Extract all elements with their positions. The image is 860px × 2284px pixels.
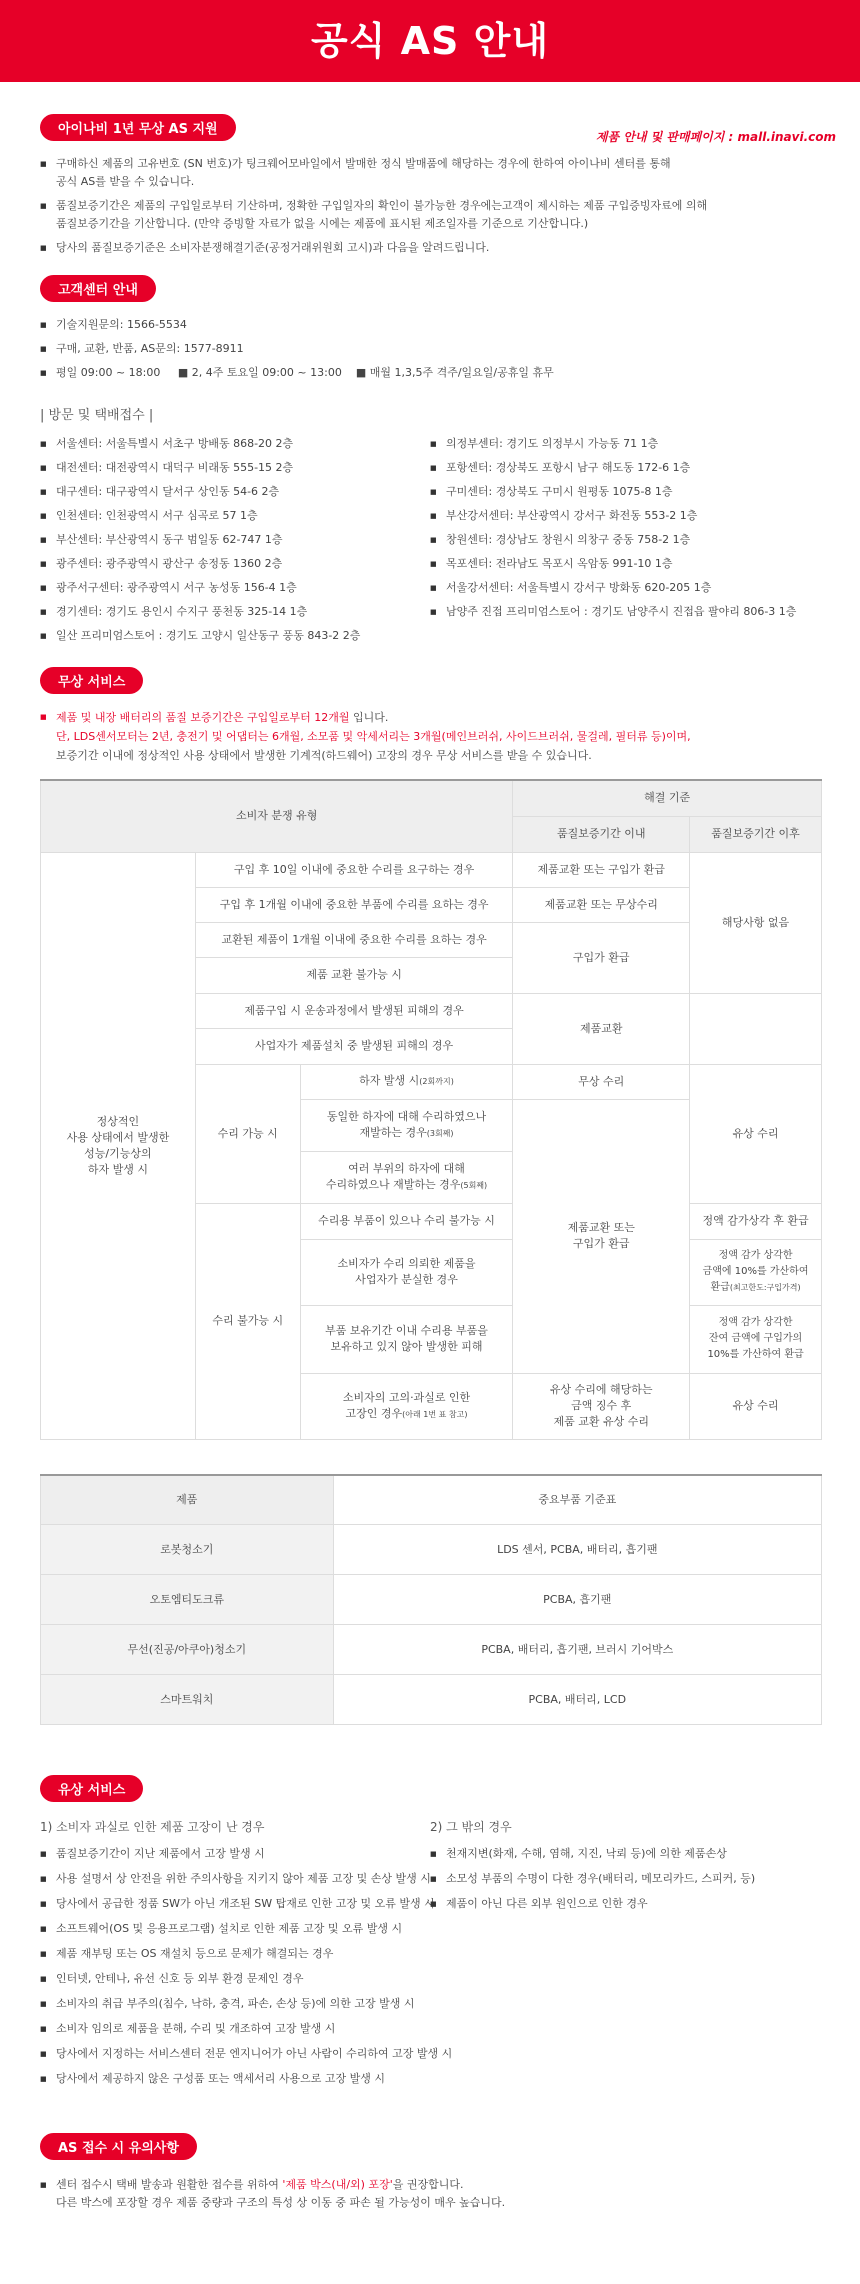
table-cell: 제품교환 또는 무상수리 [513,887,690,922]
as-notice-text: ■ 센터 접수시 택배 발송과 원활한 접수를 위하여 '제품 박스(내/외) 포장'을 권장합니다. 다른 박스에 포장할 경우 제품 중량과 구조의 특성 상 이동 중 파손 될 가능성이 매우 높습니다. [40,2176,820,2212]
table-cell: 제품교환 [513,993,690,1064]
table-cell: 제품구입 시 운송과정에서 발생된 피해의 경우 [195,993,513,1028]
list-item: ■ 소프트웨어(OS 및 응용프로그램) 설치로 인한 제품 고장 및 오류 발생 시 [40,1920,430,1938]
table-cell: 로봇청소기 [41,1525,334,1575]
list-item: ■ 품질보증기간이 지난 제품에서 고장 발생 시 [40,1845,430,1863]
list-item: ■ 경기센터: 경기도 용인시 수지구 풍천동 325-14 1층 [40,603,430,621]
list-item: ■ 광주서구센터: 광주광역시 서구 농성동 156-4 1층 [40,579,430,597]
table-cell: 제품 교환 불가능 시 [195,957,513,993]
customer-center-section [40,275,820,651]
list-item: ■ 서울센터: 서울특별시 서초구 방배동 868-20 2층 [40,435,430,453]
list-item: ■ 제품이 아닌 다른 외부 원인으로 인한 경우 [430,1895,820,1913]
table-cell: 제품교환 또는 구입가 환급 [513,852,690,887]
list-item: ■ 남양주 진접 프리미엄스토어 : 경기도 남양주시 진접읍 팔야리 806-3 1층 [430,603,820,621]
list-item: ■ 당사에서 제공하지 않은 구성품 또는 액세서리 사용으로 고장 발생 시 [40,2070,430,2088]
list-item: ■ 목포센터: 전라남도 목포시 옥암동 991-10 1층 [430,555,820,573]
table-cell: PCBA, 배터리, 흡기팬, 브러시 기어박스 [333,1625,821,1675]
warranty-pill: 아이나비 1년 무상 AS 지원 [40,114,236,141]
list-item: ■ 부산강서센터: 부산광역시 강서구 화전동 553-2 1층 [430,507,820,525]
list-item: ■ 대구센터: 대구광역시 달서구 상인동 54-6 2층 [40,483,430,501]
list-item: ■ 제품 재부팅 또는 OS 재설치 등으로 문제가 해결되는 경우 [40,1945,430,1963]
page-header [0,0,860,82]
th-product: 제품 [41,1475,334,1525]
table-cell: 수리 불가능 시 [195,1203,300,1439]
visit-right-list [430,435,820,651]
table-cell: PCBA, 흡기팬 [333,1575,821,1625]
content [0,114,860,2248]
list-item: ■ 인천센터: 인천광역시 서구 심곡로 57 1층 [40,507,430,525]
free-service-notice: ■ 제품 및 내장 배터리의 품질 보증기간은 구입일로부터 12개월 입니다. 단, LDS센서모터는 2년, 충전기 및 어댑터는 6개월, 소모품 및 악세서리는 3개월(메인브러쉬, 사이드브러쉬, 물걸레, 필터류 등)이며, 보증기간 이내에 정상적인 사용 상태에서 발생한 기계적(하드웨어) 고장의 경우 무상 서비스를 받을 수 있습니다. [40,708,820,765]
visit-left-list [40,435,430,651]
customer-center-pill: 고객센터 안내 [40,275,156,302]
table-cell: 구입 후 10일 이내에 중요한 수리를 요구하는 경우 [195,852,513,887]
list-item: ■ 천재지변(화재, 수해, 염해, 지진, 낙뢰 등)에 의한 제품손상 [430,1845,820,1863]
main-label: 정상적인 사용 상태에서 발생한 성능/기능상의 하자 발생 시 [41,852,196,1439]
table-cell: 수리용 부품이 있으나 수리 불가능 시 [300,1203,513,1239]
list-item: ■ 소모성 부품의 수명이 다한 경우(배터리, 메모리카드, 스피커, 등) [430,1870,820,1888]
table-cell: 소비자가 수리 의뢰한 제품을 사업자가 분실한 경우 [300,1239,513,1305]
paid-service-section [40,1775,820,2095]
table-cell: 제품교환 또는 구입가 환급 [513,1099,690,1373]
parts-table [40,1474,822,1726]
table-cell: 부품 보유기간 이내 수리용 부품을 보유하고 있지 않아 발생한 피해 [300,1305,513,1373]
table-cell [690,993,822,1064]
list-item: ■ 사용 설명서 상 안전을 위한 주의사항을 지키지 않아 제품 고장 및 손상 발생 시 [40,1870,430,1888]
table-cell: PCBA, 배터리, LCD [333,1675,821,1725]
list-item: ■ 당사에서 공급한 정품 SW가 아닌 개조된 SW 탑재로 인한 고장 및 오류 발생 시 [40,1895,430,1913]
table-cell: LDS 센서, PCBA, 배터리, 흡기팬 [333,1525,821,1575]
warranty-list [40,155,820,257]
table-cell: 무선(진공/아쿠아)청소기 [41,1625,334,1675]
free-service-section [40,667,820,1725]
table-cell: 오토엠티도크류 [41,1575,334,1625]
mall-link[interactable]: 제품 안내 및 판매페이지 : mall.inavi.com [595,130,836,144]
visit-title: | 방문 및 택배접수 | [40,408,154,423]
customer-center-list [40,316,820,382]
th-after: 품질보증기간 이후 [690,816,822,852]
table-cell: 교환된 제품이 1개월 이내에 중요한 수리를 요하는 경우 [195,922,513,957]
table-cell: 유상 수리 [690,1373,822,1439]
paid-left [40,1818,453,2095]
table-cell: 스마트워치 [41,1675,334,1725]
paid-right [430,1818,820,2095]
as-notice-pill: AS 접수 시 유의사항 [40,2133,197,2160]
table-cell: 동일한 하자에 대해 수리하였으나 재발하는 경우(3회째) [300,1099,513,1151]
table-cell: 정액 감가 상각한 금액에 10%를 가산하여 환급(최고한도:구입가격) [690,1239,822,1305]
dispute-table [40,779,822,1440]
table-cell: 수리 가능 시 [195,1064,300,1203]
list-item: ■ 구미센터: 경상북도 구미시 원평동 1075-8 1층 [430,483,820,501]
table-cell: 사업자가 제품설치 중 발생된 피해의 경우 [195,1028,513,1064]
as-notice-section [40,2133,820,2248]
table-cell: 해당사항 없음 [690,852,822,993]
table-cell: 하자 발생 시(2회까지) [300,1064,513,1099]
table-cell: 여러 부위의 하자에 대해 수리하였으나 재발하는 경우(5회째) [300,1151,513,1203]
table-cell: 정액 감가 상각한 잔여 금액에 구입가의 10%를 가산하여 환급 [690,1305,822,1373]
th-type: 소비자 분쟁 유형 [41,780,513,852]
th-solution: 해결 기준 [513,780,822,816]
th-parts: 중요부품 기준표 [333,1475,821,1525]
list-item: ■ 당사에서 지정하는 서비스센터 전문 엔지니어가 아닌 사람이 수리하여 고장 발생 시 [40,2045,430,2063]
list-item: ■ 구매하신 제품의 고유번호 (SN 번호)가 팅크웨어모바일에서 발매한 정식 발매품에 해당하는 경우에 한하여 아이나비 센터를 통해 공식 AS를 받을 수 있습니다. [40,155,820,191]
table-cell: 정액 감가상각 후 환급 [690,1203,822,1239]
list-item: ■ 품질보증기간은 제품의 구입일로부터 기산하며, 정확한 구입일자의 확인이 불가능한 경우에는고객이 제시하는 제품 구입증빙자료에 의해 품질보증기간을 기산합니다. (만약 증빙할 자료가 없을 시에는 제품에 표시된 제조일자를 기준으로 기산합니다.) [40,197,820,233]
free-service-pill: 무상 서비스 [40,667,143,694]
table-cell: 소비자의 고의·과실로 인한 고장인 경우(아래 1번 표 참고) [300,1373,513,1439]
list-item: ■ 소비자의 취급 부주의(침수, 낙하, 충격, 파손, 손상 등)에 의한 고장 발생 시 [40,1995,430,2013]
purchase-contact: ■ 구매, 교환, 반품, AS문의: 1577-8911 [40,340,820,358]
table-cell: 무상 수리 [513,1064,690,1099]
list-item: ■ 서울강서센터: 서울특별시 강서구 방화동 620-205 1층 [430,579,820,597]
list-item: ■ 창원센터: 경상남도 창원시 의창구 중동 758-2 1층 [430,531,820,549]
table-cell: 구입 후 1개월 이내에 중요한 부품에 수리를 요하는 경우 [195,887,513,922]
list-item: ■ 소비자 임의로 제품을 분해, 수리 및 개조하여 고장 발생 시 [40,2020,430,2038]
table-cell: 유상 수리 [690,1064,822,1203]
page-title: 공식 AS 안내 [310,19,550,63]
hours: ■ 평일 09:00 ~ 18:00 ■ 2, 4주 토요일 09:00 ~ 13:00 ■ 매월 1,3,5주 격주/일요일/공휴일 휴무 [40,364,820,382]
paid-right-title: 2) 그 밖의 경우 [430,1820,512,1834]
list-item: ■ 의정부센터: 경기도 의정부시 가능동 71 1층 [430,435,820,453]
list-item: ■ 포항센터: 경상북도 포항시 남구 해도동 172-6 1층 [430,459,820,477]
list-item: ■ 광주센터: 광주광역시 광산구 송정동 1360 2층 [40,555,430,573]
list-item: ■ 일산 프리미엄스토어 : 경기도 고양시 일산동구 풍동 843-2 2층 [40,627,430,645]
table-cell: 유상 수리에 해당하는 금액 징수 후 제품 교환 유상 수리 [513,1373,690,1439]
table-cell: 구입가 환급 [513,922,690,993]
paid-service-pill: 유상 서비스 [40,1775,143,1802]
visit-centers [40,435,820,651]
list-item: ■ 대전센터: 대전광역시 대덕구 비래동 555-15 2층 [40,459,430,477]
list-item: ■ 부산센터: 부산광역시 동구 범일동 62-747 1층 [40,531,430,549]
paid-service-columns [40,1818,820,2095]
th-within: 품질보증기간 이내 [513,816,690,852]
list-item: ■ 인터넷, 안테나, 유선 신호 등 외부 환경 문제인 경우 [40,1970,430,1988]
tech-support: ■ 기술지원문의: 1566-5534 [40,316,820,334]
paid-left-title: 1) 소비자 과실로 인한 제품 고장이 난 경우 [40,1820,265,1834]
list-item: ■ 당사의 품질보증기준은 소비자분쟁해결기준(공정거래위원회 고시)과 다음을 알려드립니다. [40,239,820,257]
